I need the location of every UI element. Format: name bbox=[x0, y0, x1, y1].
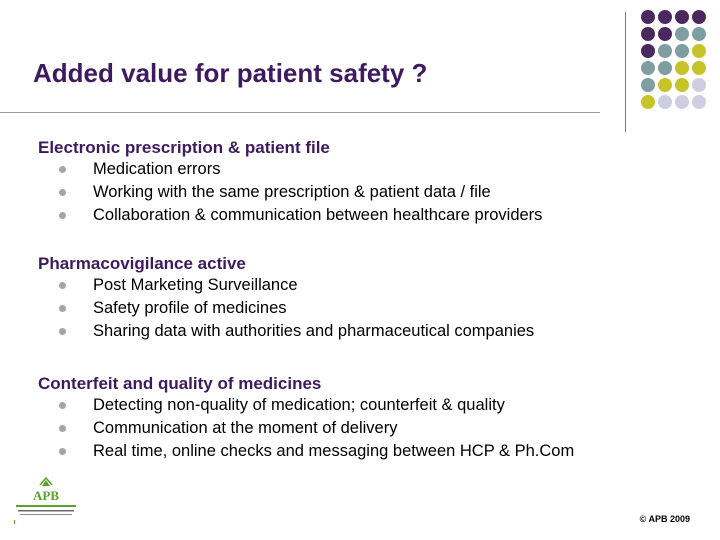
list-item-text: Post Marketing Surveillance bbox=[93, 276, 298, 294]
bullet-dot-icon bbox=[59, 328, 66, 335]
dot bbox=[675, 44, 689, 58]
dot bbox=[641, 10, 655, 24]
list-item bbox=[38, 320, 708, 343]
dot bbox=[675, 78, 689, 92]
list-item bbox=[38, 417, 708, 440]
dot bbox=[675, 27, 689, 41]
dot bbox=[675, 95, 689, 109]
dot bbox=[658, 44, 672, 58]
dot bbox=[658, 10, 672, 24]
dot bbox=[641, 44, 655, 58]
bullet-dot-icon bbox=[59, 305, 66, 312]
bullet-dot-icon bbox=[59, 448, 66, 455]
slide-title: Added value for patient safety ? bbox=[33, 58, 428, 88]
bullet-dot-icon bbox=[59, 212, 66, 219]
list-item bbox=[38, 297, 708, 320]
list-item-text: Safety profile of medicines bbox=[93, 299, 287, 317]
list-item bbox=[38, 204, 708, 227]
bullet-dot-icon bbox=[59, 425, 66, 432]
dot bbox=[641, 27, 655, 41]
dot bbox=[692, 27, 706, 41]
dot bbox=[692, 78, 706, 92]
dot bbox=[692, 61, 706, 75]
title-divider bbox=[0, 112, 600, 113]
section-pharmacovigilance bbox=[38, 254, 708, 343]
dot bbox=[692, 44, 706, 58]
bullet-dot-icon bbox=[59, 189, 66, 196]
dot bbox=[641, 61, 655, 75]
list-item-text: Medication errors bbox=[93, 160, 221, 178]
list-item-text: Communication at the moment of delivery bbox=[93, 419, 398, 437]
bullet-list bbox=[38, 274, 708, 343]
list-item bbox=[38, 274, 708, 297]
list-item bbox=[38, 158, 708, 181]
section-heading: Pharmacovigilance active bbox=[38, 254, 246, 273]
dot bbox=[675, 61, 689, 75]
list-item-text: Working with the same prescription & patient data / file bbox=[93, 183, 491, 201]
dot bbox=[658, 61, 672, 75]
list-item bbox=[38, 440, 708, 463]
section-electronic-prescription bbox=[38, 138, 708, 227]
svg-text:APB: APB bbox=[33, 488, 59, 503]
dot bbox=[658, 78, 672, 92]
apb-logo-icon bbox=[10, 476, 82, 526]
vertical-divider bbox=[625, 12, 626, 132]
list-item bbox=[38, 181, 708, 204]
section-heading: Electronic prescription & patient file bbox=[38, 138, 330, 157]
list-item-text: Detecting non-quality of medication; counterfeit & quality bbox=[93, 396, 505, 414]
decorative-dot-grid bbox=[632, 8, 720, 118]
bullet-list bbox=[38, 158, 708, 227]
bullet-dot-icon bbox=[59, 166, 66, 173]
dot bbox=[641, 95, 655, 109]
bullet-list bbox=[38, 394, 708, 463]
bullet-dot-icon bbox=[59, 402, 66, 409]
list-item-text: Real time, online checks and messaging between HCP & Ph.Com bbox=[93, 442, 575, 460]
section-counterfeit-quality bbox=[38, 374, 708, 463]
dot bbox=[658, 27, 672, 41]
copyright-notice: © APB 2009 bbox=[639, 514, 690, 524]
list-item bbox=[38, 394, 708, 417]
apb-logo bbox=[10, 476, 82, 526]
dot bbox=[692, 10, 706, 24]
dot bbox=[658, 95, 672, 109]
dot bbox=[675, 10, 689, 24]
dot bbox=[692, 95, 706, 109]
list-item-text: Collaboration & communication between healthcare providers bbox=[93, 206, 543, 224]
dot bbox=[641, 78, 655, 92]
list-item-text: Sharing data with authorities and pharmaceutical companies bbox=[93, 322, 535, 340]
section-heading: Conterfeit and quality of medicines bbox=[38, 374, 322, 393]
bullet-dot-icon bbox=[59, 282, 66, 289]
